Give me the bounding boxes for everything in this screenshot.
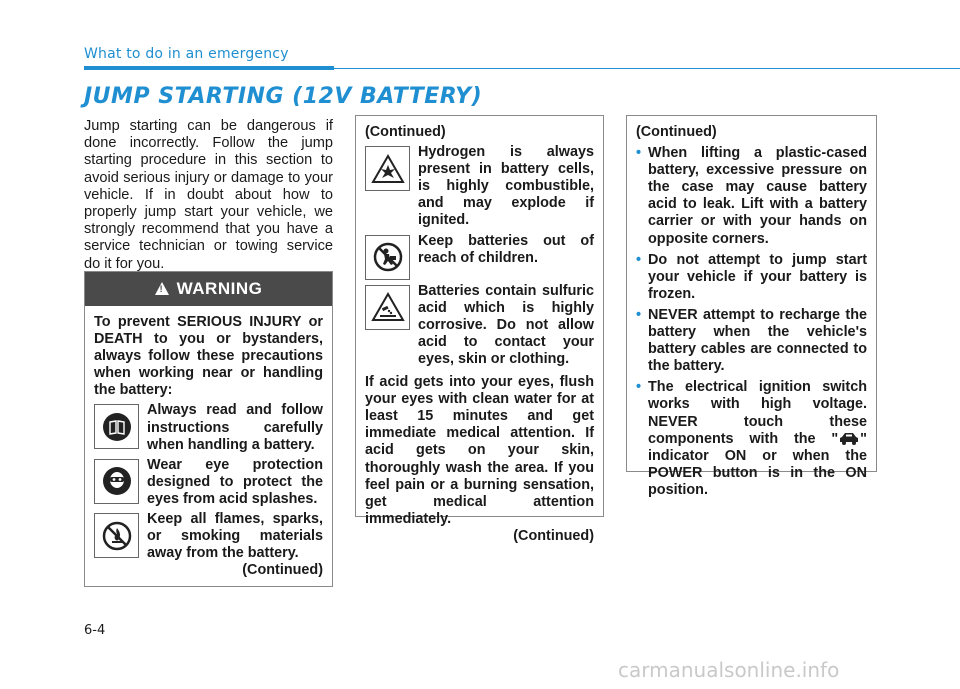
warning-item (365, 283, 594, 368)
keep-children-away-icon (365, 235, 410, 280)
warning-item (365, 233, 594, 280)
warning-box (84, 271, 333, 587)
corrosive-acid-icon (365, 285, 410, 330)
bullet-text-part: " indicator ON or when the POWER button is in the ON position. (648, 430, 867, 498)
warning-item-text: Keep batteries out of reach of children. (418, 232, 594, 266)
bullet-text-part: The electrical ignition switch works with high voltage. NEVER touch these components with the " (648, 379, 867, 447)
bullet-item (636, 307, 867, 375)
continued-box-2 (355, 115, 604, 544)
ready-car-icon (838, 431, 860, 445)
section-heading-bar (84, 66, 334, 70)
explosion-icon (365, 146, 410, 191)
bullet-dot: • (636, 145, 642, 162)
warning-item-text: Wear eye protection designed to protect the eyes from acid splashes. (147, 456, 323, 507)
bullet-text: Do not attempt to jump start your vehicle if your battery is frozen. (648, 251, 867, 302)
section-heading-rule (334, 68, 960, 69)
acid-instructions: If acid gets into your eyes, flush your eyes with clean water for at least 15 minutes and get immediate medical attention. If acid gets on your skin, thoroughly wash the area. If you feel pain or a burning sensation, get medical attention immediately. (365, 374, 594, 527)
continued-label: (Continued) (513, 527, 594, 544)
no-flames-icon (94, 513, 139, 558)
intro-paragraph: Jump starting can be dangerous if done incorrectly. Follow the jump starting procedure in this section to avoid serious injury or damage to your vehicle. If in doubt about how to properly jump start your vehicle, we strongly recommend that you have a service technician or towing service do it for you. (84, 118, 333, 272)
page-title: JUMP STARTING (12V BATTERY) (84, 84, 483, 109)
eye-protection-icon (94, 459, 139, 504)
warning-item-text: Keep all flames, sparks, or smoking materials away from the battery. (147, 511, 323, 562)
bullet-item (636, 145, 867, 248)
bullet-item (636, 379, 867, 499)
warning-item (94, 511, 323, 562)
bullet-dot: • (636, 306, 642, 323)
warning-item (94, 457, 323, 508)
bullet-text: When lifting a plastic-cased battery, excessive pressure on the case may cause battery acid to leak. Lift with a battery carrier or with your hands on opposite corners. (648, 145, 867, 247)
warning-item (94, 402, 323, 453)
warning-item-text: Always read and follow instructions carefully when handling a battery. (147, 402, 323, 453)
bullet-text: NEVER attempt to recharge the battery when the vehicle's battery cables are connected to the battery. (648, 306, 867, 375)
continued-box-3 (626, 115, 877, 498)
continued-label: (Continued) (636, 124, 717, 140)
continued-label: (Continued) (365, 124, 446, 140)
warning-item-text: Batteries contain sulfuric acid which is highly corrosive. Do not allow acid to contact your eyes, skin or clothing. (418, 282, 594, 367)
bullet-dot: • (636, 379, 642, 396)
section-heading: What to do in an emergency (84, 46, 289, 62)
warning-triangle-icon: ! (155, 282, 169, 295)
page-number: 6-4 (84, 623, 106, 638)
warning-lead: To prevent SERIOUS INJURY or DEATH to you or bystanders, always follow these precautions when working near or handling the battery: (94, 314, 323, 399)
warning-label: WARNING (176, 279, 263, 299)
manual-book-icon (94, 404, 139, 449)
bullet-item (636, 252, 867, 303)
warning-item (365, 144, 594, 229)
warning-item-text: Hydrogen is always present in battery cells, is highly combustible, and may explode if ignited. (418, 144, 594, 229)
bullet-text (648, 379, 867, 499)
continued-label: (Continued) (242, 562, 323, 579)
watermark: carmanualsonline.info (618, 658, 840, 682)
warning-header (85, 272, 332, 306)
bullet-dot: • (636, 251, 642, 268)
